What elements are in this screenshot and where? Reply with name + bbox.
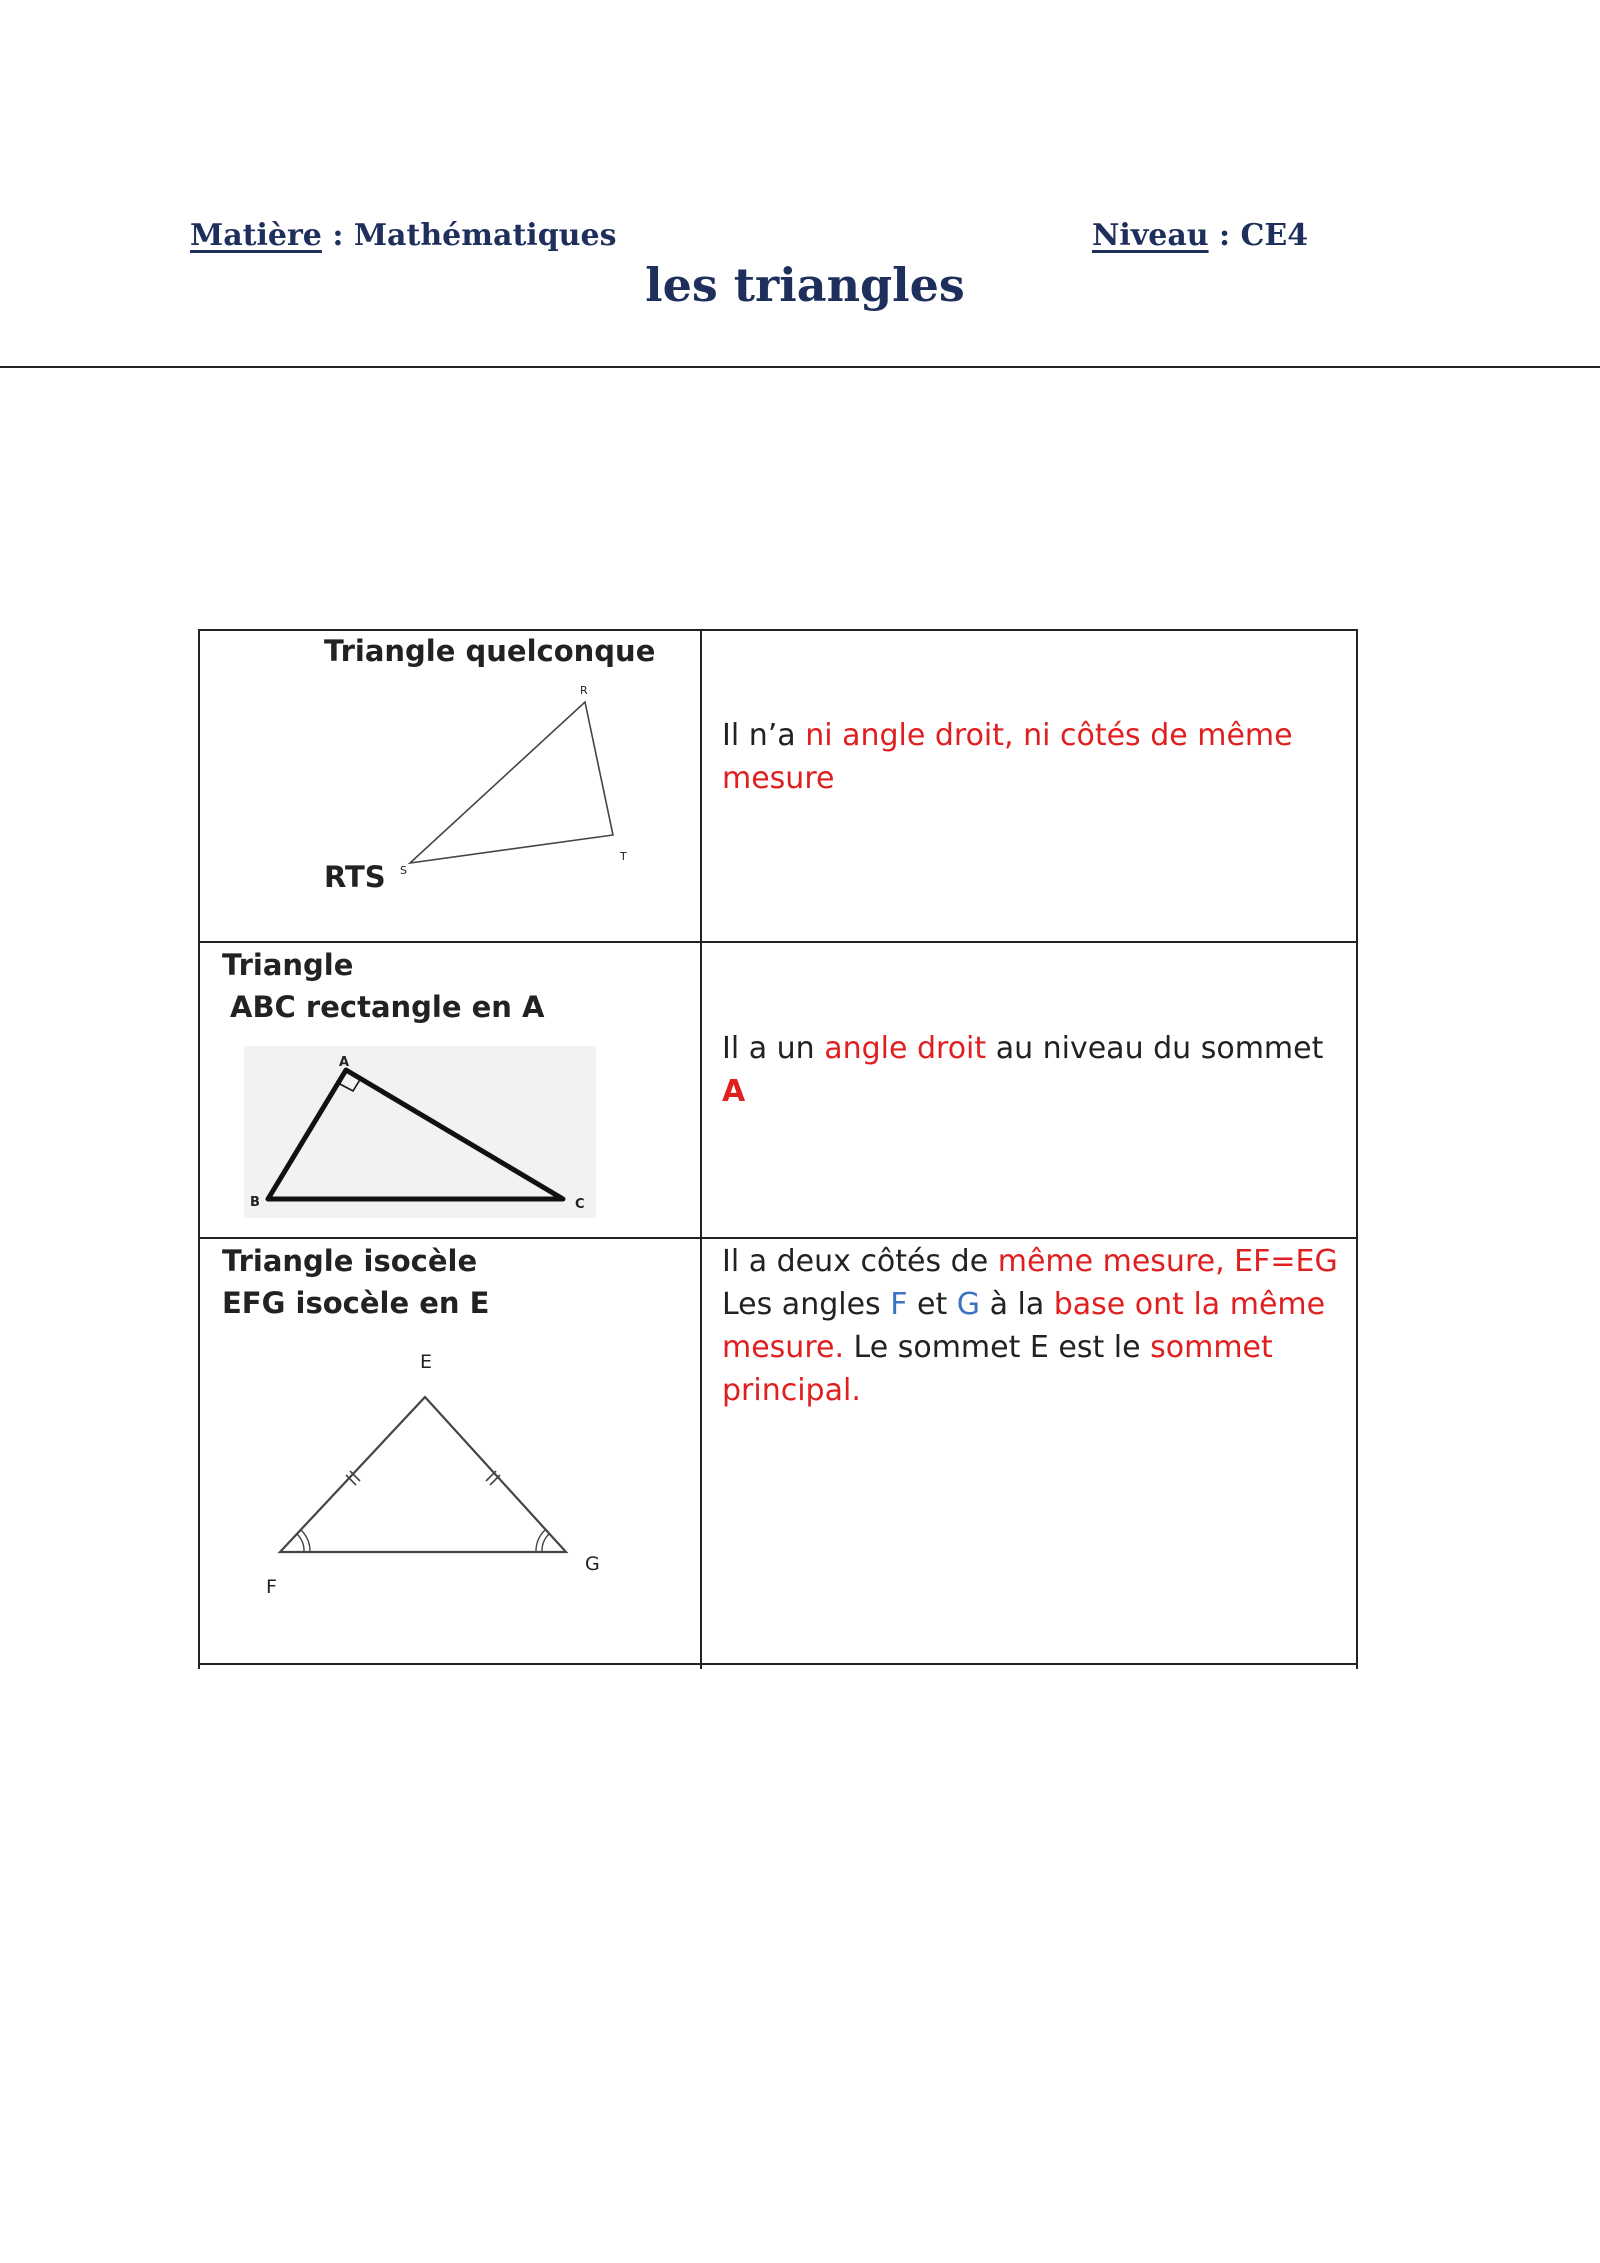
row3-description: Il a deux côtés de même mesure, EF=EG Les angles F et G à la base ont la même mesure. Le sommet E est le sommet principal. — [722, 1244, 1338, 1408]
level-label: Niveau — [1092, 218, 1209, 253]
page-title: les triangles — [645, 258, 965, 312]
row2-label: Triangle — [222, 948, 354, 982]
row3-label: Triangle isocèle — [222, 1244, 478, 1278]
base-angle-arc-f — [297, 1534, 304, 1552]
row2-description: Il a un angle droit au niveau du sommet A — [722, 1031, 1324, 1109]
vertex-label-e: E — [420, 1351, 433, 1373]
row3-sublabel: EFG isocèle en E — [222, 1286, 490, 1320]
scalene-triangle-shape — [410, 702, 613, 863]
header-divider — [0, 366, 1600, 368]
isosceles-triangle-shape — [280, 1397, 566, 1552]
right-triangle-figure — [244, 1046, 596, 1218]
row1-description: Il n’a ni angle droit, ni côtés de même mesure — [722, 718, 1293, 796]
vertex-label-t: T — [620, 850, 627, 863]
vertex-label-g: G — [585, 1553, 600, 1575]
subject-label: Matière — [190, 218, 322, 253]
vertex-label-b: B — [250, 1195, 260, 1210]
table-row-divider — [198, 1237, 1358, 1239]
subject-header — [190, 218, 616, 253]
vertex-label-f: F — [266, 1576, 277, 1598]
row1-label: Triangle quelconque — [324, 634, 656, 668]
vertex-label-a: A — [339, 1055, 350, 1070]
row2-sublabel: ABC rectangle en A — [230, 990, 545, 1024]
level-header — [1092, 218, 1308, 253]
table-row-divider — [198, 941, 1358, 943]
vertex-label-s: S — [400, 864, 407, 877]
row1-sublabel: RTS — [324, 860, 386, 894]
table-bottom-border — [198, 1663, 1358, 1665]
scalene-triangle-figure — [390, 680, 650, 880]
vertex-label-r: R — [580, 684, 588, 697]
table-column-divider — [700, 629, 702, 1669]
level-value: : CE4 — [1208, 218, 1309, 253]
figure-background — [244, 1046, 596, 1218]
isosceles-triangle-figure — [250, 1340, 620, 1600]
subject-value: : Mathématiques — [321, 218, 617, 253]
vertex-label-c: C — [575, 1197, 585, 1212]
base-angle-arc-g — [542, 1534, 549, 1552]
